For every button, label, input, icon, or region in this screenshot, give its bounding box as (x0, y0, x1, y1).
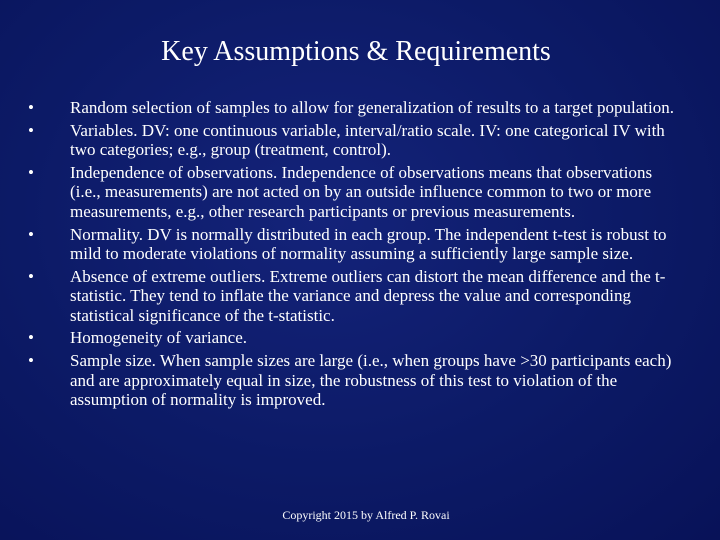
bullet-icon: • (28, 328, 34, 348)
bullet-item (28, 98, 678, 118)
bullet-item (28, 163, 678, 222)
bullet-icon: • (28, 98, 34, 117)
bullet-icon: • (28, 224, 34, 244)
bullet-item (28, 328, 678, 348)
bullet-text: Random selection of samples to allow for generalization of results to a target population. (70, 98, 674, 117)
bullet-icon: • (28, 266, 34, 286)
bullet-icon: • (28, 351, 34, 371)
bullet-text: Normality. DV is normally distributed in each group. The independent t-test is robust to mild to moderate violations of normality assuming a sufficiently large sample size. (70, 224, 667, 264)
bullet-text: Absence of extreme outliers. Extreme outliers can distort the mean difference and the t-statistic. They tend to inflate the variance and depress the value and corresponding statistical significance of the t-statistic. (70, 266, 666, 325)
bullet-text: Independence of observations. Independence of observations means that observations (i.e., measurements) are not acted on by an outside influence common to two or more measurements, e.g., other research participants or previous measurements. (70, 162, 653, 221)
bullet-text: Sample size. When sample sizes are large (i.e., when groups have >30 participants each) and are approximately equal in size, the robustness of this test to violation of the assumption of normality is improved. (70, 351, 672, 410)
bullet-icon: • (28, 162, 34, 182)
bullet-text: Homogeneity of variance. (70, 328, 248, 348)
slide-title: Key Assumptions & Requirements (161, 36, 551, 67)
copyright-footer: Copyright 2015 by Alfred P. Rovai (282, 508, 450, 522)
bullet-list (28, 98, 678, 413)
bullet-icon: • (28, 120, 34, 140)
bullet-item (28, 267, 678, 326)
bullet-item (28, 225, 678, 264)
bullet-text: Variables. DV: one continuous variable, interval/ratio scale. IV: one categorical IV with two categories; e.g., group (treatment, control). (70, 120, 665, 160)
bullet-item (28, 351, 678, 410)
bullet-item (28, 121, 678, 160)
